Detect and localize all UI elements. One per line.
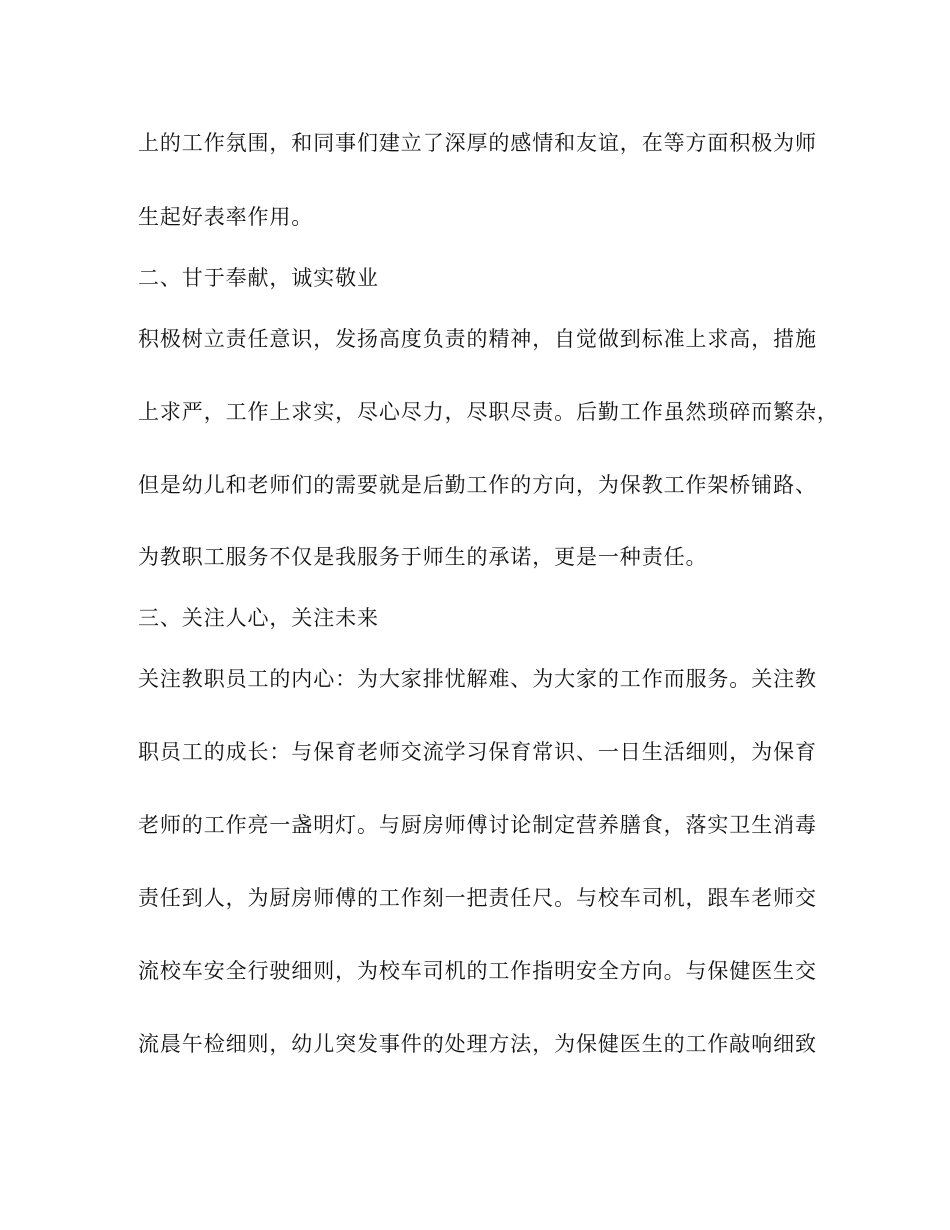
paragraph-line: 但是幼儿和老师们的需要就是后勤工作的方向，为保教工作架桥铺路、 — [138, 473, 817, 497]
paragraph-line: 上的工作氛围，和同事们建立了深厚的感情和友谊，在等方面积极为师 — [138, 131, 817, 155]
section-heading: 三、关注人心，关注未来 — [138, 606, 379, 630]
paragraph-line: 上求严，工作上求实，尽心尽力，尽职尽责。后勤工作虽然琐碎而繁杂， — [138, 400, 839, 424]
section-heading: 二、甘于奉献，诚实敬业 — [138, 266, 379, 290]
paragraph-line: 关注教职员工的内心：为大家排忧解难、为大家的工作而服务。关注教 — [138, 667, 817, 691]
paragraph-line: 为教职工服务不仅是我服务于师生的承诺，更是一种责任。 — [138, 545, 708, 569]
paragraph-line: 责任到人，为厨房师傅的工作刻一把责任尺。与校车司机，跟车老师交 — [138, 886, 817, 910]
paragraph-line: 职员工的成长：与保育老师交流学习保育常识、一日生活细则，为保育 — [138, 740, 817, 764]
paragraph-line: 流晨午检细则，幼儿突发事件的处理方法，为保健医生的工作敲响细致 — [138, 1032, 817, 1056]
paragraph-line: 流校车安全行驶细则，为校车司机的工作指明安全方向。与保健医生交 — [138, 959, 817, 983]
paragraph-line: 积极树立责任意识，发扬高度负责的精神，自觉做到标准上求高，措施 — [138, 327, 817, 351]
paragraph-line: 生起好表率作用。 — [138, 205, 314, 229]
paragraph-line: 老师的工作亮一盏明灯。与厨房师傅讨论制定营养膳食，落实卫生消毒 — [138, 813, 817, 837]
